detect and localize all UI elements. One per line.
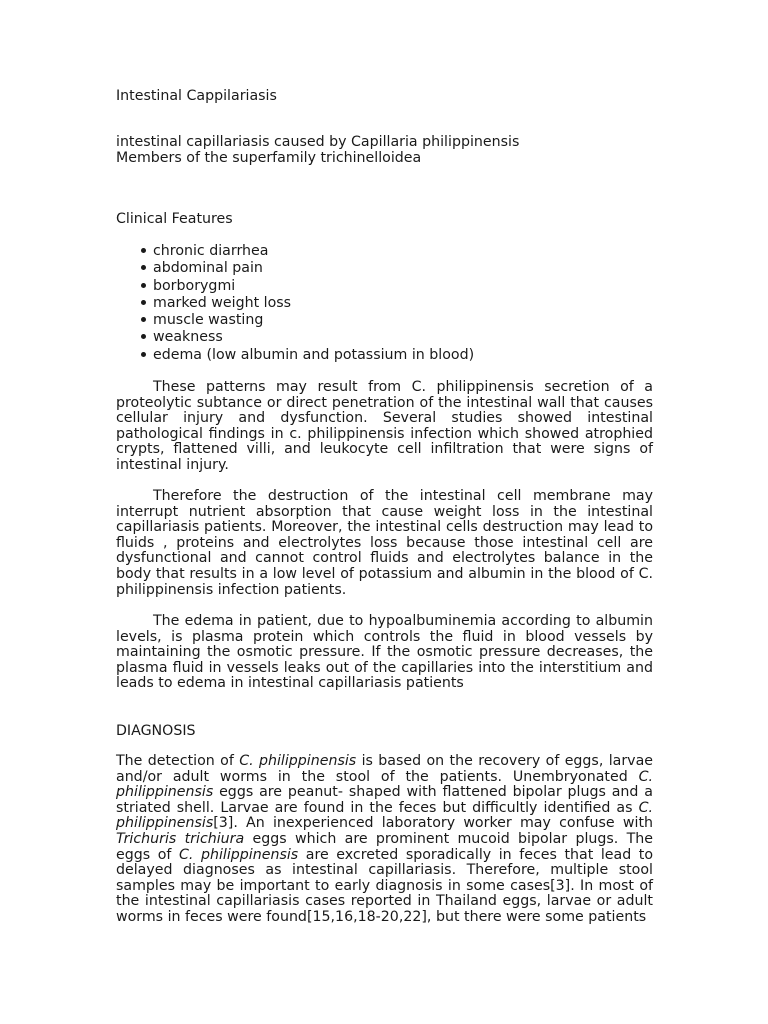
paragraph-destruction: Therefore the destruction of the intestinal cell membrane may interrupt nutrient absorption that cause weight loss in the intestinal capillariasis patients. Moreover, the intestinal cells destruction may lead to fluids , proteins and electrolytes loss because those intestinal cell are dysfunctional and cannot control fluids and electrolytes balance in the body that results in a low level of potassium and albumin in the blood of C. philippinensis infection patients. [116,488,653,598]
species-name: C. philippinensis [116,768,653,801]
document-title: Intestinal Cappilariasis [116,88,277,104]
list-item: chronic diarrhea [153,243,474,260]
list-item: borborygmi [153,278,474,295]
intro-section [116,134,653,166]
diagnosis-text-4: [3]. An inexperienced laboratory worker may confuse with [213,815,653,832]
paragraph-pathology: These patterns may result from C. philippinensis secretion of a proteolytic subtance or direct penetration of the intestinal wall that causes cellular injury and dysfunction. Several studies showed intestinal pathological findings in c. philippinensis infection which showed atrophied crypts, flattened villi, and leukocyte cell infiltration that were signs of intestinal injury. [116,379,653,473]
diagnosis-heading: DIAGNOSIS [116,723,196,739]
list-item: muscle wasting [153,312,474,329]
species-name: Trichuris trichiura [116,830,245,847]
species-name: C. philippinensis [116,799,653,832]
intro-line-1: intestinal capillariasis caused by Capillaria philippinensis [116,134,520,150]
paragraph-edema: The edema in patient, due to hypoalbuminemia according to albumin levels, is plasma protein which controls the fluid in blood vessels by maintaining the osmotic pressure. If the osmotic pressure decreases, the plasma fluid in vessels leaks out of the capillaries into the interstitium and leads to edema in intestinal capillariasis patients [116,613,653,692]
diagnosis-text-6: are excreted sporadically in feces that lead to delayed diagnoses as intestinal capillariasis. Therefore, multiple stool samples may be important to early diagnosis in some cases[3]. In most of the intestinal capillariasis cases reported in Thailand eggs, larvae or adult worms in feces were found[15,16,18-20,22], but there were some patients [116,846,654,925]
diagnosis-text-5: eggs which are prominent mucoid bipolar plugs. The eggs of [116,830,653,863]
clinical-features-heading: Clinical Features [116,211,233,227]
intro-line-2: Members of the superfamily trichinelloidea [116,150,422,166]
list-item: marked weight loss [153,295,474,312]
paragraph-diagnosis [116,754,653,926]
list-item: weakness [153,329,474,346]
diagnosis-text-2: is based on the recovery of eggs, larvae and/or adult worms in the stool of the patients. Unembryonated [116,753,654,785]
clinical-features-list [116,243,474,364]
diagnosis-text-3: eggs are peanut- shaped with flattened bipolar plugs and a striated shell. Larvae are found in the feces but difficultly identified as [116,784,653,816]
species-name: C. philippinensis [239,753,357,769]
species-name: C. philippinensis [178,846,299,863]
list-item: abdominal pain [153,260,474,277]
diagnosis-text-1: The detection of [116,753,240,769]
list-item: edema (low albumin and potassium in blood) [153,346,475,363]
